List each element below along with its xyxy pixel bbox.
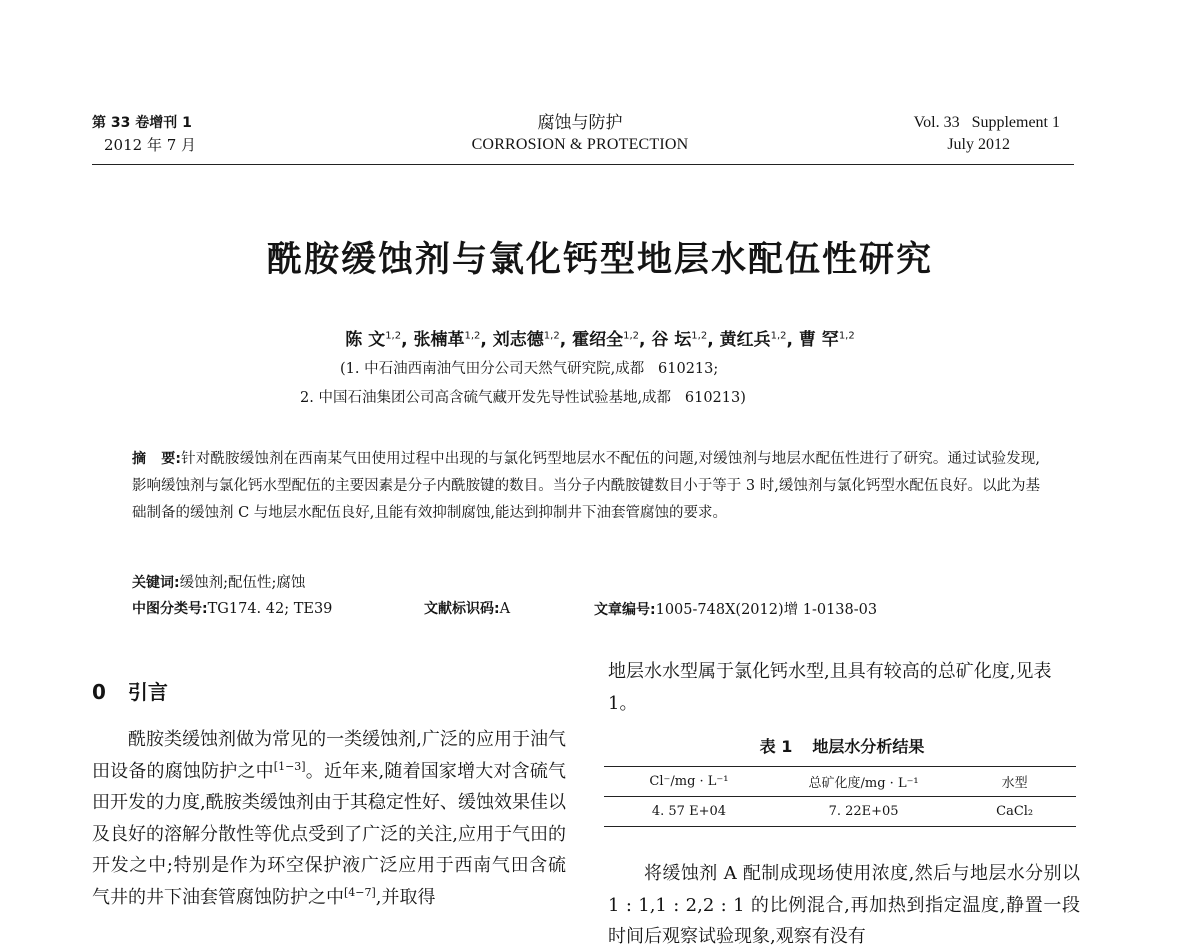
table-cell: CaCl₂ [996, 804, 1034, 819]
publication-date: 2012 年 7 月 [104, 136, 197, 154]
journal-name-en: CORROSION & PROTECTION [471, 136, 689, 153]
author: 谷 坛$^{1,2}$ [651, 330, 708, 350]
right-column-intro: 地层水水型属于氯化钙水型,且具有较高的总矿化度,见表 1。 [608, 661, 1052, 714]
author: 黄红兵$^{1,2}$ [719, 330, 787, 350]
citation: [4−7] [344, 885, 376, 899]
table-title: 地层水分析结果 [812, 737, 925, 756]
abstract-label: 摘 要: [132, 451, 181, 467]
abstract [132, 446, 1040, 527]
table-row [604, 797, 1076, 827]
header-rule [92, 164, 1074, 165]
keywords [132, 571, 305, 592]
clc-number: 中图分类号:TG174. 42; TE39 [132, 601, 333, 617]
citation: [1−3] [273, 759, 306, 773]
volume-issue: 第 33 卷增刊 1 [92, 115, 192, 131]
section-title: 引言 [127, 680, 168, 704]
paper-title: 酰胺缓蚀剂与氯化钙型地层水配伍性研究 [266, 240, 933, 280]
abstract-text: 针对酰胺缓蚀剂在西南某气田使用过程中出现的与氯化钙型地层水不配伍的问题,对缓蚀剂与地层水配伍性进行了研究。通过试验发现,影响缓蚀剂与氯化钙水型配伍的主要因素是分子内酰胺键的数目。当分子内酰胺键数目小于等于 3 时,缓蚀剂与氯化钙型水配伍良好。以此为基础制备的缓蚀剂 C 与地层水配伍良好,且能有效抑制腐蚀,能达到抑制井下油套管腐蚀的要求。 [132, 451, 1040, 521]
table-caption [604, 734, 1080, 757]
table-header-cell: 总矿化度/mg · L⁻¹ [808, 776, 919, 791]
keywords-label: 关键词: [132, 575, 180, 591]
header-left [92, 112, 196, 156]
author-list: 陈 文$^{1,2}$, 张楠革$^{1,2}$, 刘志德$^{1,2}$, 霍绍全$^{1,2}$, 谷 坛$^{1,2}$, 黄红兵$^{1,2}$, 曹 罕$^{1,2}$ [345, 330, 855, 350]
formation-water-table [604, 766, 1076, 827]
header-right [914, 112, 1060, 156]
table-header-row [604, 767, 1076, 797]
journal-name-cn: 腐蚀与防护 [537, 113, 623, 133]
section-number: 0 [92, 680, 106, 704]
keywords-text: 缓蚀剂;配伍性;腐蚀 [179, 575, 306, 591]
affiliation-1: (1. 中石油西南油气田分公司天然气研究院,成都 610213; [340, 361, 719, 377]
author: 张楠革$^{1,2}$ [413, 330, 481, 350]
table-number: 表 1 [759, 737, 793, 756]
author: 陈 文$^{1,2}$ [345, 330, 402, 350]
paragraph: 将缓蚀剂 A 配制成现场使用浓度,然后与地层水分别以 1 : 1,1 : 2,2 : 1 的比例混合,再加热到指定温度,静置一段时间后观察试验现象,观察有没有 [608, 863, 1080, 947]
volume-supplement-en: Vol. 33 Supplement 1 [913, 114, 1060, 131]
author: 霍绍全$^{1,2}$ [572, 330, 639, 350]
table-header-cell: 水型 [1001, 776, 1028, 791]
section-heading [92, 676, 168, 705]
table-cell: 4. 57 E+04 [651, 804, 727, 819]
left-column [92, 724, 566, 913]
affiliation-2: 2. 中国石油集团公司高含硫气藏开发先导性试验基地,成都 610213) [300, 390, 746, 406]
paragraph: 酰胺类缓蚀剂做为常见的一类缓蚀剂,广泛的应用于油气田设备的腐蚀防护之中[1−3]。近年来,随着国家增大对含硫气田开发的力度,酰胺类缓蚀剂由于其稳定性好、缓蚀效果佳以及良好的溶解分散性等优点受到了广泛的关注,应用于气田的开发之中;特别是作为环空保护液广泛应用于西南气田含硫气井的井下油套管腐蚀防护之中[4−7],并取得 [92, 729, 566, 908]
header-center [430, 112, 730, 156]
author: 刘志德$^{1,2}$ [492, 330, 560, 350]
table-header-cell: Cl⁻/mg · L⁻¹ [649, 774, 729, 789]
right-column-body [608, 858, 1080, 952]
date-en: July 2012 [947, 136, 1010, 153]
document-code: 文献标识码:A [424, 601, 511, 617]
article-number: 文章编号:1005-748X(2012)增 1-0138-03 [594, 602, 878, 618]
table-cell: 7. 22E+05 [828, 804, 899, 819]
author: 曹 罕$^{1,2}$ [798, 330, 855, 350]
